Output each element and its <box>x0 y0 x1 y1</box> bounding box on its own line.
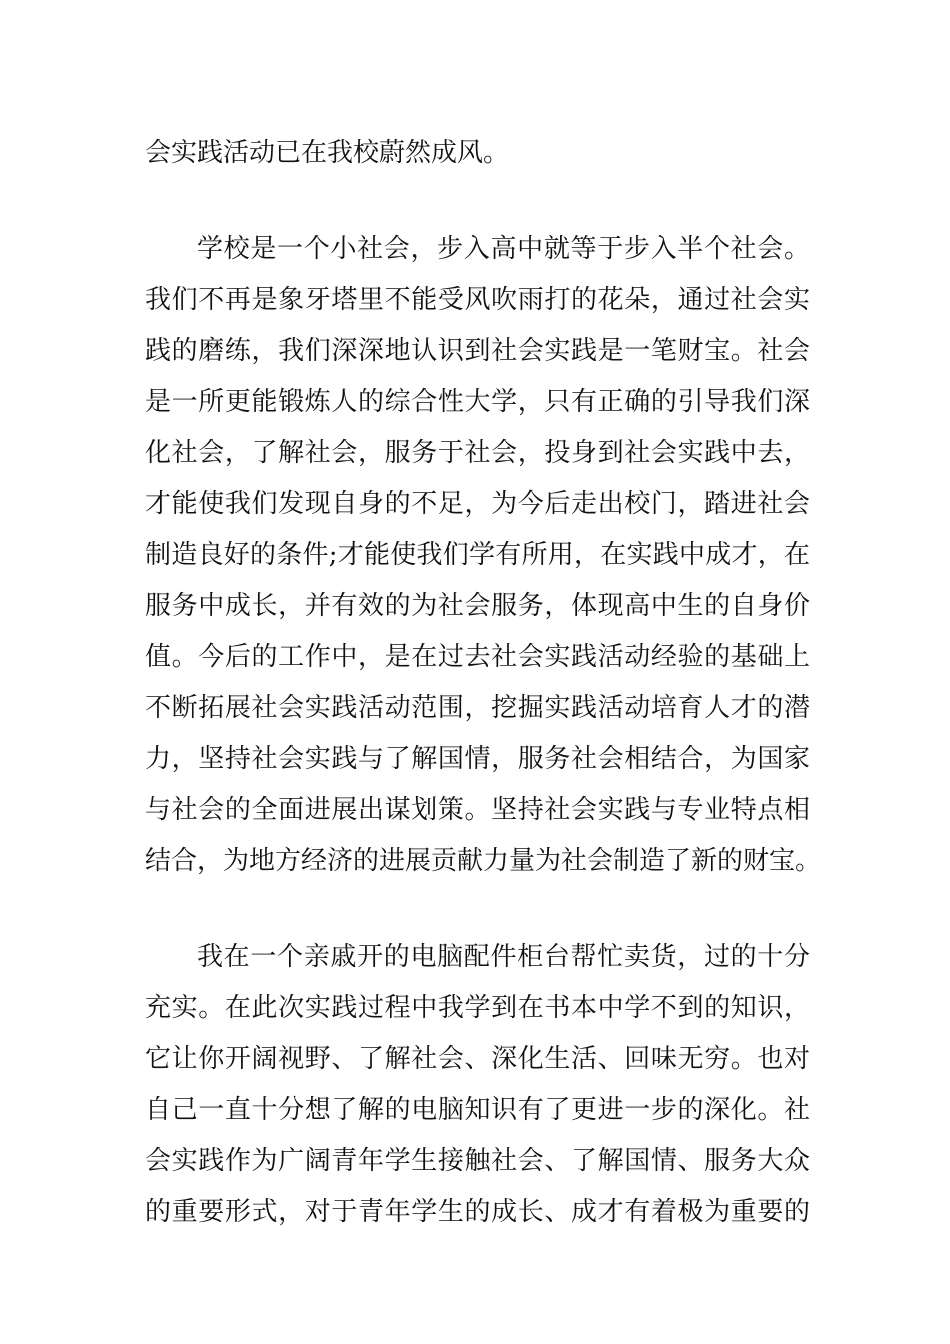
paragraph-2-line-2: 我们不再是象牙塔里不能受风吹雨打的花朵，通过社会实 <box>145 285 810 315</box>
paragraph-2-line-8: 服务中成长，并有效的为社会服务，体现高中生的自身价 <box>145 591 810 621</box>
paragraph-2-line-3: 践的磨练，我们深深地认识到社会实践是一笔财宝。社会 <box>145 336 810 366</box>
paragraph-3-line-6: 的重要形式，对于青年学生的成长、成才有着极为重要的 <box>145 1197 810 1227</box>
paragraph-1-line-1: 会实践活动已在我校蔚然成风。 <box>145 138 510 168</box>
paragraph-2-line-12: 与社会的全面进展出谋划策。坚持社会实践与专业特点相 <box>145 795 810 825</box>
paragraph-2-line-1: 学校是一个小社会，步入高中就等于步入半个社会。 <box>197 234 810 264</box>
paragraph-3-line-2: 充实。在此次实践过程中我学到在书本中学不到的知识， <box>145 993 810 1023</box>
paragraph-3-line-5: 会实践作为广阔青年学生接触社会、了解国情、服务大众 <box>145 1146 810 1176</box>
paragraph-2-line-7: 制造良好的条件;才能使我们学有所用，在实践中成才，在 <box>145 540 810 570</box>
paragraph-2-line-6: 才能使我们发现自身的不足，为今后走出校门，踏进社会 <box>145 489 810 519</box>
paragraph-2-line-5: 化社会，了解社会，服务于社会，投身到社会实践中去， <box>145 438 810 468</box>
paragraph-2-line-10: 不断拓展社会实践活动范围，挖掘实践活动培育人才的潜 <box>145 693 810 723</box>
paragraph-2-line-4: 是一所更能锻炼人的综合性大学，只有正确的引导我们深 <box>145 387 810 417</box>
paragraph-2-line-9: 值。今后的工作中，是在过去社会实践活动经验的基础上 <box>145 642 810 672</box>
paragraph-3-line-3: 它让你开阔视野、了解社会、深化生活、回味无穷。也对 <box>145 1044 810 1074</box>
paragraph-3-line-1: 我在一个亲戚开的电脑配件柜台帮忙卖货，过的十分 <box>197 942 810 972</box>
paragraph-3-line-4: 自己一直十分想了解的电脑知识有了更进一步的深化。社 <box>145 1095 810 1125</box>
paragraph-2-line-11: 力，坚持社会实践与了解国情，服务社会相结合，为国家 <box>145 744 810 774</box>
paragraph-2-line-13: 结合，为地方经济的进展贡献力量为社会制造了新的财宝。 <box>145 846 822 876</box>
